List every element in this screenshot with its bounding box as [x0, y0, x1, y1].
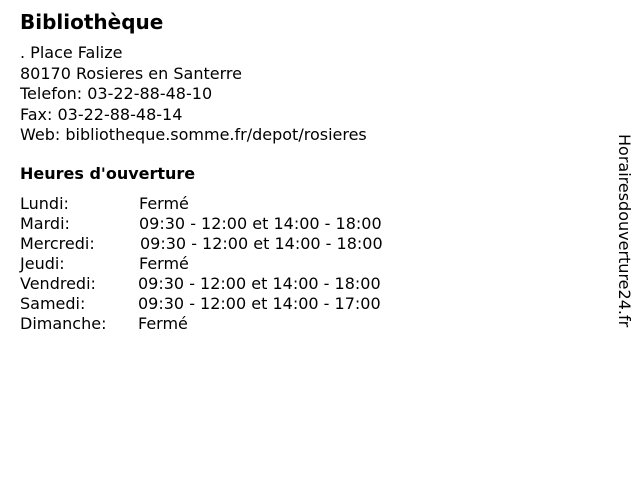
- day-label: Dimanche:: [20, 314, 107, 333]
- website-link[interactable]: Web: bibliotheque.somme.fr/depot/rosieres: [20, 125, 367, 144]
- hours-row-friday: [20, 274, 440, 294]
- day-hours: 09:30 - 12:00 et 14:00 - 18:00: [140, 234, 383, 253]
- hours-heading: Heures d'ouverture: [20, 164, 196, 183]
- hours-row-wednesday: [20, 234, 440, 254]
- day-label: Mardi:: [20, 214, 70, 233]
- address-block: [20, 43, 367, 146]
- day-hours: 09:30 - 12:00 et 14:00 - 17:00: [138, 294, 381, 313]
- phone-number: Telefon: 03-22-88-48-10: [20, 84, 213, 103]
- street-address: . Place Falize: [20, 43, 123, 62]
- day-label: Jeudi:: [20, 254, 65, 273]
- day-label: Mercredi:: [20, 234, 95, 253]
- city-address: 80170 Rosieres en Santerre: [20, 63, 242, 83]
- hours-row-tuesday: [20, 214, 440, 234]
- day-hours: Fermé: [139, 194, 189, 213]
- hours-row-sunday: [20, 314, 440, 334]
- day-hours: Fermé: [139, 254, 189, 273]
- hours-row-monday: [20, 194, 440, 214]
- page-title: Bibliothèque: [20, 10, 164, 34]
- day-hours: 09:30 - 12:00 et 14:00 - 18:00: [138, 274, 381, 293]
- day-label: Vendredi:: [20, 274, 96, 293]
- fax-number: Fax: 03-22-88-48-14: [20, 104, 183, 124]
- hours-row-thursday: [20, 254, 440, 274]
- day-hours: Fermé: [138, 314, 188, 333]
- hours-row-saturday: [20, 294, 440, 314]
- day-label: Lundi:: [20, 194, 69, 213]
- day-hours: 09:30 - 12:00 et 14:00 - 18:00: [139, 214, 382, 233]
- day-label: Samedi:: [20, 294, 86, 313]
- site-watermark: Horairesdouverture24.fr: [615, 134, 634, 328]
- opening-hours-table: [20, 194, 440, 334]
